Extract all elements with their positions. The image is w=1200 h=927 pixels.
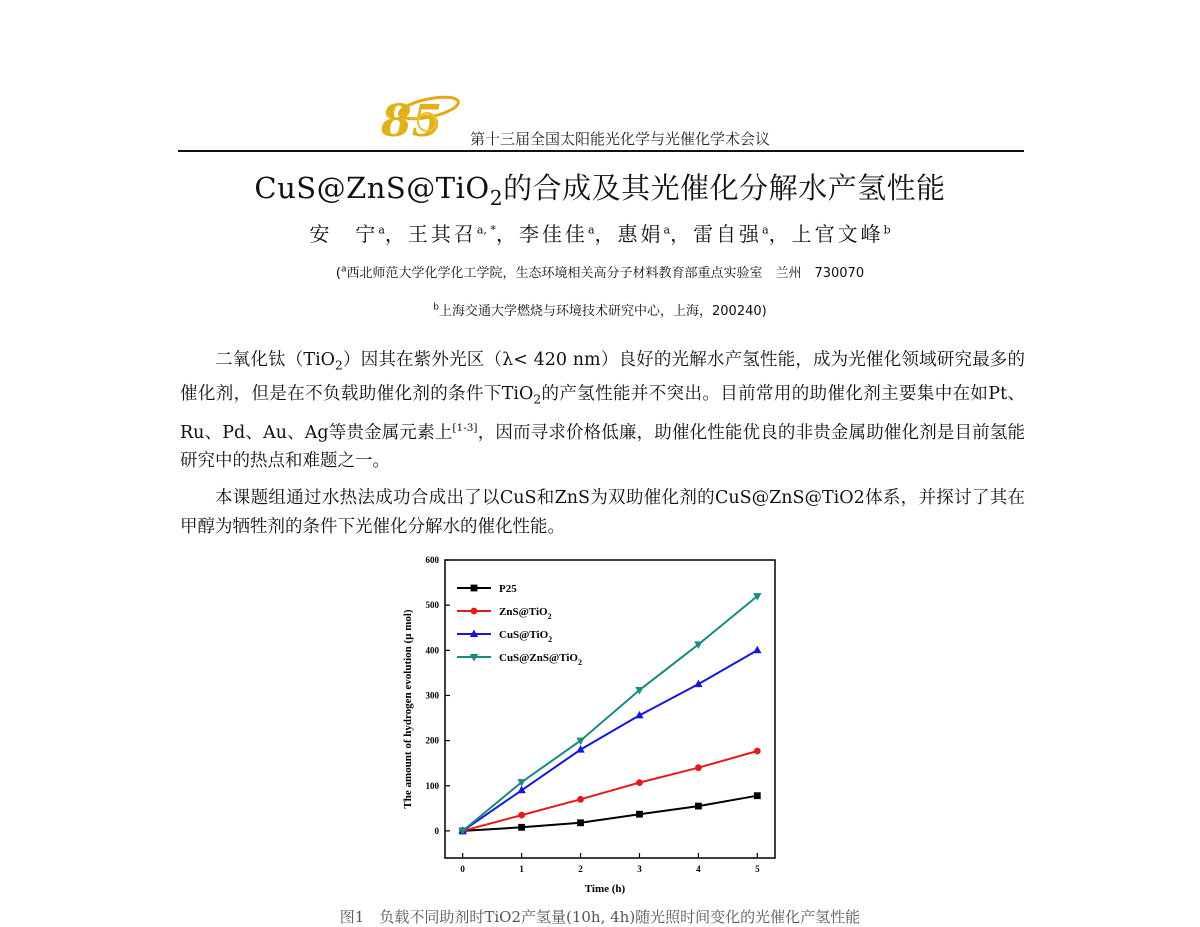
y-tick-label: 500	[425, 600, 439, 611]
legend-label-subscript: 2	[547, 612, 552, 621]
body-paragraph-2: 本课题组通过水热法成功合成出了以CuS和ZnS为双助催化剂的CuS@ZnS@TiO2体系，并探讨了其在甲醇为牺牲剂的条件下光催化分解水的催化性能。	[180, 488, 1025, 537]
data-point-p25	[754, 792, 761, 799]
author-affiliation-mark: a	[762, 223, 769, 237]
legend-label-subscript: 2	[548, 635, 553, 644]
x-tick-label: 3	[637, 864, 642, 874]
conference-logo	[375, 88, 465, 144]
x-axis-label: Time (h)	[584, 883, 626, 895]
affiliation-b: $^b$上海交通大学燃烧与环境技术研究中心，上海，200240)	[433, 302, 767, 319]
legend-marker-zns-tio2	[471, 608, 478, 615]
svg-text:85: 85	[381, 96, 443, 144]
legend-label-subscript: 2	[577, 658, 582, 667]
y-tick-label: 200	[425, 735, 439, 746]
legend-label-text: P25	[499, 583, 517, 595]
y-tick-label: 600	[425, 555, 439, 565]
paper-title: CuS@ZnS@TiO$_2$的合成及其光催化分解水产氢性能	[254, 171, 946, 210]
legend-label-p25	[499, 583, 517, 595]
data-point-p25	[518, 824, 525, 831]
x-tick-label: 1	[519, 864, 524, 874]
author-separator: ，	[768, 222, 792, 246]
plot-frame	[445, 560, 775, 858]
author-affiliation-mark: a	[663, 223, 671, 237]
author-affiliation-mark: b	[883, 223, 891, 237]
figure-caption: 图1 负载不同助剂时TiO2产氢量(10h, 4h)随光照时间变化的光催化产氢性能	[339, 908, 861, 926]
author-separator: ，	[670, 222, 694, 246]
author-name: 惠娟	[617, 222, 664, 246]
data-point-zns-tio2	[577, 796, 584, 803]
affiliation-a: ($^a$西北师范大学化学化工学院，生态环境相关高分子材料教育部重点实验室 兰州 730070	[335, 264, 865, 281]
author-name: 上官文峰	[791, 222, 884, 246]
y-tick-label: 100	[425, 780, 439, 791]
y-tick-label: 400	[425, 645, 439, 656]
legend-label-cus-tio2	[499, 629, 552, 644]
y-tick-label: 300	[425, 690, 439, 701]
data-point-cus-tio2	[517, 786, 525, 794]
citation-ref: [1-3]	[452, 422, 478, 434]
author-affiliation-mark: a	[378, 223, 385, 237]
y-axis-label: The amount of hydrogen evolution (μ mol)	[402, 609, 414, 809]
x-tick-label: 2	[578, 864, 583, 874]
author-separator: ，	[594, 222, 618, 246]
data-point-zns-tio2	[636, 779, 643, 786]
legend-label-zns-tio2	[499, 606, 552, 621]
author-name: 雷自强	[693, 222, 763, 246]
y-tick-label: 0	[434, 825, 439, 836]
author-affiliation-mark: a, *	[476, 223, 496, 237]
author-affiliation-mark: a	[587, 223, 595, 237]
x-tick-label: 0	[460, 864, 465, 874]
author-name: 安 宁	[309, 222, 379, 246]
data-point-zns-tio2	[695, 764, 702, 771]
conference-title: 第十三届全国太阳能光化学与光催化学术会议	[470, 130, 771, 148]
author-list	[0, 218, 1200, 247]
legend-label-text: ZnS@TiO	[499, 606, 548, 618]
data-point-cus-zns-tio2	[576, 738, 584, 746]
author-name: 王其召	[407, 222, 477, 246]
data-point-p25	[577, 819, 584, 826]
legend-marker-p25	[471, 585, 478, 592]
body-paragraph-1: 二氧化钛（TiO$_2$）因其在紫外光区（λ< 420 nm）良好的光解水产氢性能，成为光催化领域研究最多的催化剂，但是在不负载助催化剂的条件下TiO$_2$的产氢性能并不突出。目前常用的助催化剂主要集中在如Pt、Ru、Pd、Au、Ag等贵金属元素上[1-3]，因而寻求价格低廉，助催化性能优良的非贵金属助催化剂是目前氢能研究中的热点和难题之一。	[180, 350, 1025, 472]
data-point-cus-tio2	[753, 646, 761, 654]
legend-label-cus-zns-tio2	[499, 652, 582, 667]
author-separator: ，	[495, 222, 519, 246]
data-point-p25	[695, 803, 702, 810]
hydrogen-evolution-chart	[395, 548, 785, 900]
x-tick-label: 5	[755, 864, 760, 874]
legend-label-text: CuS@ZnS@TiO	[499, 652, 578, 664]
data-point-zns-tio2	[754, 748, 761, 755]
legend-label-text: CuS@TiO	[499, 629, 549, 641]
header-rule	[178, 150, 1024, 152]
author-name: 李佳佳	[518, 222, 588, 246]
data-point-zns-tio2	[518, 812, 525, 819]
author-separator: ，	[384, 222, 408, 246]
x-tick-label: 4	[696, 864, 701, 874]
tio2-subscript: 2	[533, 392, 542, 407]
data-point-p25	[636, 811, 643, 818]
